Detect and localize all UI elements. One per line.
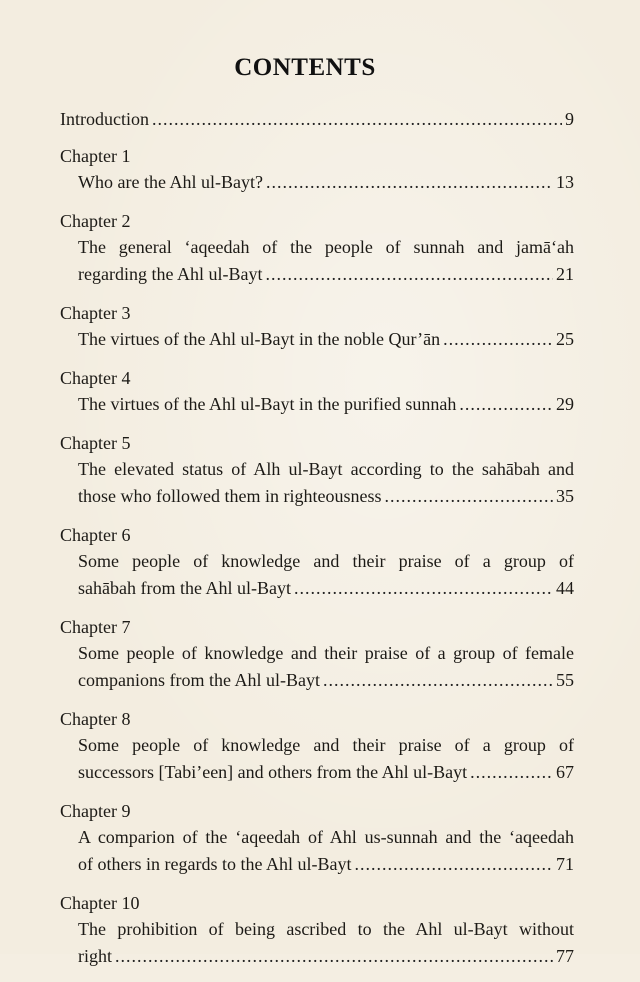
- toc-label: successors [Tabi’een] and others from the Ahl ul-Bayt: [78, 762, 468, 782]
- page-number: 21: [556, 264, 574, 284]
- toc-entry-chapter-1: [60, 143, 574, 196]
- toc-label: Introduction: [60, 109, 149, 129]
- page-number: 55: [556, 670, 574, 690]
- dot-leader: [266, 169, 553, 196]
- page-number: 9: [565, 109, 574, 129]
- chapter-heading: Chapter 8: [60, 709, 131, 729]
- toc-line: [60, 851, 574, 878]
- toc-text-line: A comparion of the ‘aqeedah of Ahl us-sunnah and the ‘aqeedah: [78, 827, 574, 847]
- chapter-heading: Chapter 2: [60, 211, 131, 231]
- toc-entry-chapter-10: [60, 890, 574, 970]
- chapter-heading: Chapter 7: [60, 617, 131, 637]
- toc-entry-chapter-3: [60, 300, 574, 353]
- toc-label: of others in regards to the Ahl ul-Bayt: [78, 854, 352, 874]
- dot-leader: [354, 851, 553, 878]
- toc-line: [60, 667, 574, 694]
- toc-text-line: Some people of knowledge and their praise of a group of: [78, 735, 574, 755]
- toc-line: [60, 943, 574, 970]
- toc-line: [60, 575, 574, 602]
- dot-leader: [265, 261, 553, 288]
- page-number: 13: [556, 172, 574, 192]
- toc-entry-chapter-2: [60, 208, 574, 288]
- dot-leader: [294, 575, 553, 602]
- toc-entry-introduction: [60, 106, 574, 133]
- toc-line: [60, 326, 574, 353]
- toc-label: The virtues of the Ahl ul-Bayt in the purified sunnah: [78, 394, 457, 414]
- toc-text-line: The elevated status of Alh ul-Bayt according to the sahābah and: [78, 459, 574, 479]
- chapter-heading: Chapter 9: [60, 801, 131, 821]
- dot-leader: [459, 391, 553, 418]
- page-number: 25: [556, 329, 574, 349]
- toc-line: [60, 391, 574, 418]
- chapter-heading: Chapter 3: [60, 303, 131, 323]
- toc-line: [60, 169, 574, 196]
- dot-leader: [443, 326, 553, 353]
- dot-leader: [152, 106, 562, 133]
- page-number: 77: [556, 946, 574, 966]
- table-of-contents: [60, 106, 574, 982]
- toc-label: Who are the Ahl ul-Bayt?: [78, 172, 263, 192]
- toc-entry-chapter-4: [60, 365, 574, 418]
- dot-leader: [115, 943, 553, 970]
- toc-entry-chapter-7: [60, 614, 574, 694]
- toc-text-line: The general ‘aqeedah of the people of sunnah and jamā‘ah: [78, 237, 574, 257]
- page-number: 29: [556, 394, 574, 414]
- toc-line: [60, 759, 574, 786]
- toc-line: [60, 106, 574, 133]
- toc-line: [60, 483, 574, 510]
- dot-leader: [470, 759, 553, 786]
- toc-label: right: [78, 946, 112, 966]
- toc-entry-chapter-8: [60, 706, 574, 786]
- toc-label: sahābah from the Ahl ul-Bayt: [78, 578, 291, 598]
- toc-text-line: The prohibition of being ascribed to the Ahl ul-Bayt without: [78, 919, 574, 939]
- toc-entry-chapter-6: [60, 522, 574, 602]
- toc-label: The virtues of the Ahl ul-Bayt in the noble Qur’ān: [78, 329, 441, 349]
- toc-line: [60, 261, 574, 288]
- toc-label: regarding the Ahl ul-Bayt: [78, 264, 263, 284]
- page-number: 67: [556, 762, 574, 782]
- chapter-heading: Chapter 10: [60, 893, 140, 913]
- page-number: 71: [556, 854, 574, 874]
- chapter-heading: Chapter 6: [60, 525, 131, 545]
- page-title: CONTENTS: [234, 54, 376, 81]
- chapter-heading: Chapter 5: [60, 433, 131, 453]
- dot-leader: [323, 667, 553, 694]
- toc-text-line: Some people of knowledge and their praise of a group of: [78, 551, 574, 571]
- toc-entry-chapter-5: [60, 430, 574, 510]
- toc-label: companions from the Ahl ul-Bayt: [78, 670, 320, 690]
- page-number: 44: [556, 578, 574, 598]
- toc-text-line: Some people of knowledge and their praise of a group of female: [78, 643, 574, 663]
- chapter-heading: Chapter 1: [60, 146, 131, 166]
- page-number: 35: [556, 486, 574, 506]
- dot-leader: [384, 483, 553, 510]
- toc-label: those who followed them in righteousness: [78, 486, 382, 506]
- toc-entry-chapter-9: [60, 798, 574, 878]
- chapter-heading: Chapter 4: [60, 368, 131, 388]
